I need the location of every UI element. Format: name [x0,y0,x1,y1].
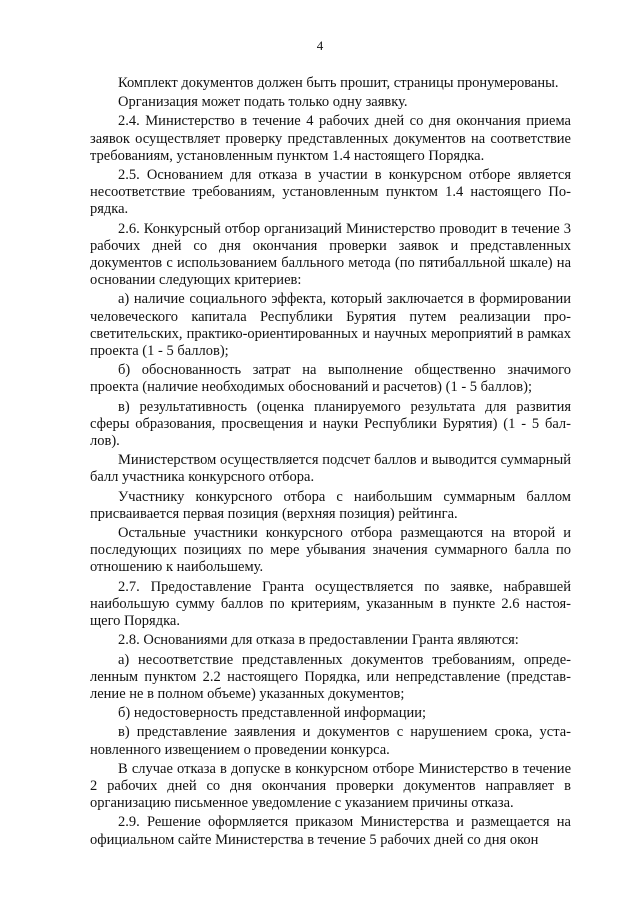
paragraph: В случае отказа в допуске в конкурсном отборе Министерство в течение 2 рабочих дней со дня окончания проверки документов направляет в организацию письменное уведомление с указанием причины отказа. [90,760,571,812]
paragraph: Участнику конкурсного отбора с наибольшим суммарным баллом присваивается первая позиция (верхняя позиция) рейтинга. [90,488,571,522]
paragraph: Остальные участники конкурсного отбора размещаются на второй и последующих позициях по мере убывания значения суммарного балла по отношению к наибольшему. [90,525,571,576]
paragraph: в) представление заявления и документов с нарушением срока, установленного извещением о проведении конкурса. [90,724,571,758]
page-number: 4 [316,38,324,53]
paragraph: б) недостоверность представленной информации; [118,705,426,722]
paragraph: 2.6. Конкурсный отбор организаций Министерство проводит в течение 3 рабочих дней со дня окончания проверки заявок и представленных документов с использованием балльного метода (по пятибалльной шкале) на основании следующих критериев: [90,220,571,289]
paragraph: в) результативность (оценка планируемого результата для развития сферы образования, просвещения и науки Республики Бурятия) (1 - 5 баллов). [90,398,571,450]
document-body [90,75,571,851]
paragraph: а) наличие социального эффекта, который заключается в формировании человеческого капитала Республики Бурятия путем реализации просветительских, практико-ориентированных и научных мероприятий в рамках проекта (1 - 5 баллов); [90,291,571,360]
paragraph: 2.4. Министерство в течение 4 рабочих дней со дня окончания приема заявок осуществляет проверку представленных документов на соответствие требованиям, установленным пунктом 1.4 настоящего Порядка. [90,113,571,164]
paragraph: б) обоснованность затрат на выполнение общественно значимого проекта (наличие необходимых обоснований и расчетов) (1 - 5 баллов); [90,362,571,396]
paragraph: а) несоответствие представленных документов требованиям, определенным пунктом 2.2 настоящего Порядка, или непредставление (представление не в полном объеме) указанных документов; [90,651,571,702]
paragraph: Организация может подать только одну заявку. [118,94,408,111]
paragraph: Комплект документов должен быть прошит, страницы пронумерованы. [118,75,559,91]
paragraph: 2.5. Основанием для отказа в участии в конкурсном отборе является несоответствие требованиям, установленным пунктом 1.4 настоящего Порядка. [90,167,571,218]
paragraph: 2.7. Предоставление Гранта осуществляется по заявке, набравшей наибольшую сумму баллов по критериям, указанным в пункте 2.6 настоящего Порядка. [90,578,571,630]
paragraph: Министерством осуществляется подсчет баллов и выводится суммарный балл участника конкурсного отбора. [90,452,571,486]
paragraph: 2.8. Основаниями для отказа в предоставлении Гранта являются: [118,632,519,649]
paragraph: 2.9. Решение оформляется приказом Министерства и размещается на официальном сайте Министерства в течение 5 рабочих дней со дня окон [90,814,571,848]
